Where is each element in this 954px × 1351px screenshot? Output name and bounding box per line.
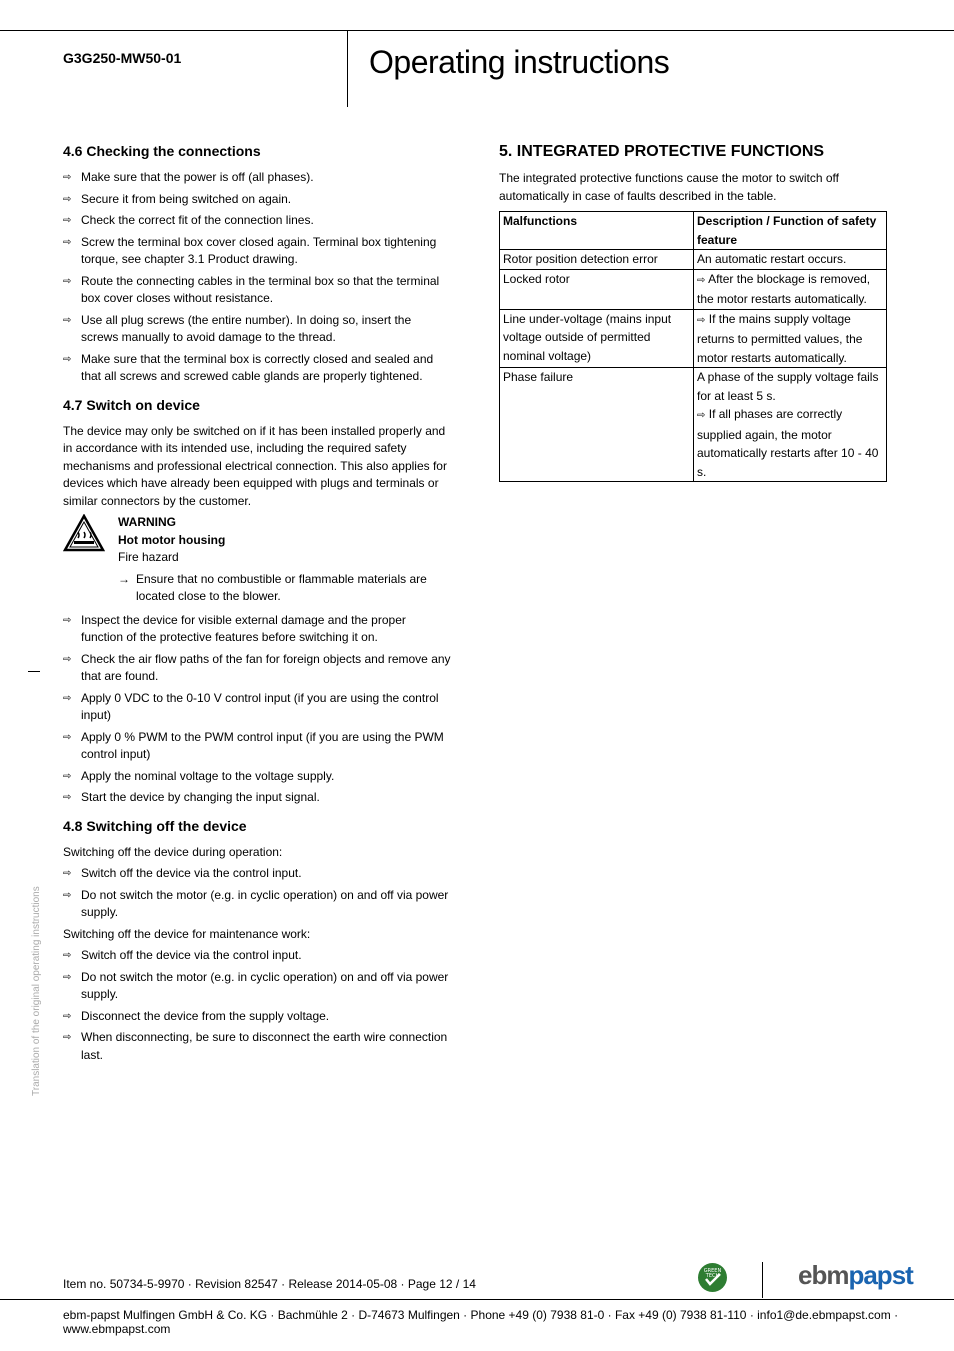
- section-heading-5: 5. INTEGRATED PROTECTIVE FUNCTIONS: [499, 143, 825, 160]
- list-item: ⇨ Disconnect the device from the supply voltage.: [63, 1008, 451, 1026]
- arrow-bullet-icon: ⇨: [63, 1010, 72, 1022]
- warning-box: [63, 514, 451, 606]
- table-cell-fault: Locked rotor: [500, 269, 694, 309]
- list-item: ⇨ Apply 0 % PWM to the PWM control input (if you are using the PWM control input): [63, 729, 444, 761]
- header-top-rule: [0, 30, 954, 31]
- list-4-7: [63, 612, 451, 807]
- list-4-6: [63, 169, 451, 386]
- list-item: ⇨ When disconnecting, be sure to disconnect the earth wire connection last.: [63, 1030, 448, 1062]
- greentech-badge-icon: [697, 1262, 728, 1293]
- arrow-bullet-icon: ⇨: [697, 274, 706, 286]
- list-4-8-maintenance: [63, 947, 451, 1064]
- arrow-bullet-icon: ⇨: [63, 193, 72, 205]
- model-number: G3G250-MW50-01: [63, 50, 182, 66]
- list-item: ⇨ Switch off the device via the control input.: [63, 947, 451, 965]
- left-column: [63, 142, 451, 1074]
- arrow-bullet-icon: ⇨: [63, 236, 72, 248]
- table-row: [500, 269, 887, 309]
- ebmpapst-logo: ebmpapst: [798, 1260, 913, 1290]
- badge-text: TECH: [705, 1273, 720, 1279]
- section-heading-4-7: 4.7 Switch on device: [63, 396, 200, 413]
- table-row: [500, 250, 887, 270]
- arrow-bullet-icon: ⇨: [63, 692, 72, 704]
- paragraph-operation: Switching off the device during operation:: [63, 844, 283, 859]
- table-cell-fault: Line under-voltage (mains input voltage outside of permitted nominal voltage): [500, 309, 694, 368]
- arrow-bullet-icon: ⇨: [63, 889, 72, 901]
- logo-divider: [762, 1262, 763, 1298]
- item-revision-line: Item no. 50734-5-9970 · Revision 82547 · Release 2014-05-08 · Page 12 / 14: [63, 1277, 476, 1291]
- list-item: ⇨ Route the connecting cables in the terminal box so that the terminal box cover closes without resistance.: [63, 273, 440, 305]
- list-item: ⇨ Check the correct fit of the connection lines.: [63, 212, 451, 230]
- arrow-bullet-icon: ⇨: [63, 314, 72, 326]
- table-header-row: [500, 212, 887, 250]
- section-heading-4-8: 4.8 Switching off the device: [63, 817, 247, 834]
- arrow-bullet-icon: ⇨: [63, 971, 72, 983]
- warning-hazard: Fire hazard: [118, 550, 179, 564]
- table-cell-fault: Rotor position detection error: [500, 250, 694, 270]
- paragraph-5: The integrated protective functions cause the motor to switch off automatically in case of faults described in the table.: [499, 171, 839, 203]
- paragraph-4-7: The device may only be switched on if it has been installed properly and in accordance with its intended use, including the required safety mechanisms and professional electrical connection. This also applies for devices which have already been equipped with plugs and terminals or similar connectors by the customer.: [63, 423, 447, 508]
- list-item: ⇨ Switch off the device via the control input.: [63, 865, 451, 883]
- arrow-bullet-icon: ⇨: [63, 353, 72, 365]
- arrow-bullet-icon: ⇨: [63, 172, 72, 183]
- table-row: [500, 309, 887, 368]
- company-footer: ebm-papst Mulfingen GmbH & Co. KG · Bachmühle 2 · D-74673 Mulfingen · Phone +49 (0) 7938 81-0 · Fax +49 (0) 7938 81-110 · info1@de.ebmpapst.com · www.ebmpapst.com: [63, 1308, 899, 1336]
- list-item: ⇨ Inspect the device for visible external damage and the proper function of the protective features before switching it on.: [63, 612, 406, 644]
- footer-rule: [0, 1299, 954, 1300]
- list-item: ⇨ Do not switch the motor (e.g. in cyclic operation) on and off via power supply.: [63, 887, 449, 919]
- header-divider: [347, 30, 348, 107]
- section-heading-4-6: 4.6 Checking the connections: [63, 143, 261, 159]
- table-header-cell: Description / Function of safety feature: [694, 212, 887, 250]
- list-item: ⇨ Make sure that the power is off (all phases).: [63, 169, 451, 187]
- paragraph-maintenance: Switching off the device for maintenance work:: [63, 926, 311, 941]
- translation-note: Translation of the original operating instructions: [31, 886, 42, 1096]
- table-cell-desc: ⇨ If the mains supply voltage returns to permitted values, the motor restarts automatically.: [694, 309, 887, 368]
- list-item: ⇨ Apply the nominal voltage to the voltage supply.: [63, 768, 451, 786]
- right-column: [499, 142, 889, 482]
- warning-label: WARNING: [118, 515, 176, 529]
- arrow-bullet-icon: ⇨: [63, 731, 72, 743]
- arrow-bullet-icon: ⇨: [63, 950, 72, 961]
- list-item: ⇨ Apply 0 VDC to the 0-10 V control input (if you are using the control input): [63, 690, 439, 722]
- table-header-cell: Malfunctions: [500, 212, 694, 250]
- arrow-bullet-icon: ⇨: [697, 410, 706, 421]
- warning-action: → Ensure that no combustible or flammable materials are located close to the blower.: [118, 571, 427, 603]
- arrow-bullet-icon: ⇨: [63, 792, 72, 803]
- arrow-bullet-icon: ⇨: [63, 868, 72, 879]
- table-cell-fault: Phase failure: [500, 368, 694, 482]
- protective-functions-table: [499, 211, 887, 482]
- list-item: ⇨ Secure it from being switched on again.: [63, 191, 451, 209]
- page-title: Operating instructions: [369, 44, 670, 80]
- arrow-bullet-icon: ⇨: [63, 614, 72, 626]
- arrow-bullet-icon: ⇨: [63, 1032, 72, 1043]
- arrow-bullet-icon: ⇨: [63, 653, 72, 665]
- list-item: ⇨ Use all plug screws (the entire number). In doing so, insert the screws manually to avoid damage to the thread.: [63, 312, 412, 344]
- arrow-bullet-icon: ⇨: [63, 275, 72, 287]
- arrow-bullet-icon: ⇨: [63, 770, 72, 782]
- list-item: ⇨ Make sure that the terminal box is correctly closed and sealed and that all screws and screwed cable glands are properly tightened.: [63, 351, 434, 383]
- list-item: ⇨ Start the device by changing the input signal.: [63, 789, 451, 807]
- list-4-8-operation: [63, 865, 451, 922]
- fold-mark: [28, 671, 40, 672]
- arrow-bullet-icon: ⇨: [697, 314, 706, 326]
- table-row: [500, 368, 887, 482]
- hot-surface-warning-icon: [63, 514, 105, 552]
- table-cell-desc: An automatic restart occurs.: [694, 250, 887, 270]
- arrow-bullet-icon: ⇨: [63, 215, 72, 226]
- badge-text: GREEN: [703, 1268, 722, 1274]
- list-item: ⇨ Check the air flow paths of the fan for foreign objects and remove any that are found.: [63, 651, 451, 683]
- list-item: ⇨ Do not switch the motor (e.g. in cyclic operation) on and off via power supply.: [63, 969, 449, 1001]
- right-arrow-icon: →: [118, 571, 130, 586]
- table-cell-desc: ⇨ After the blockage is removed, the motor restarts automatically.: [694, 269, 887, 309]
- warning-subject: Hot motor housing: [118, 532, 226, 547]
- table-cell-desc: A phase of the supply voltage fails for at least 5 s. ⇨ If all phases are correctly supplied again, the motor automatically restarts after 10 - 40 s.: [694, 368, 887, 482]
- list-item: ⇨ Screw the terminal box cover closed again. Terminal box tightening torque, see chapter 3.1 Product drawing.: [63, 234, 437, 266]
